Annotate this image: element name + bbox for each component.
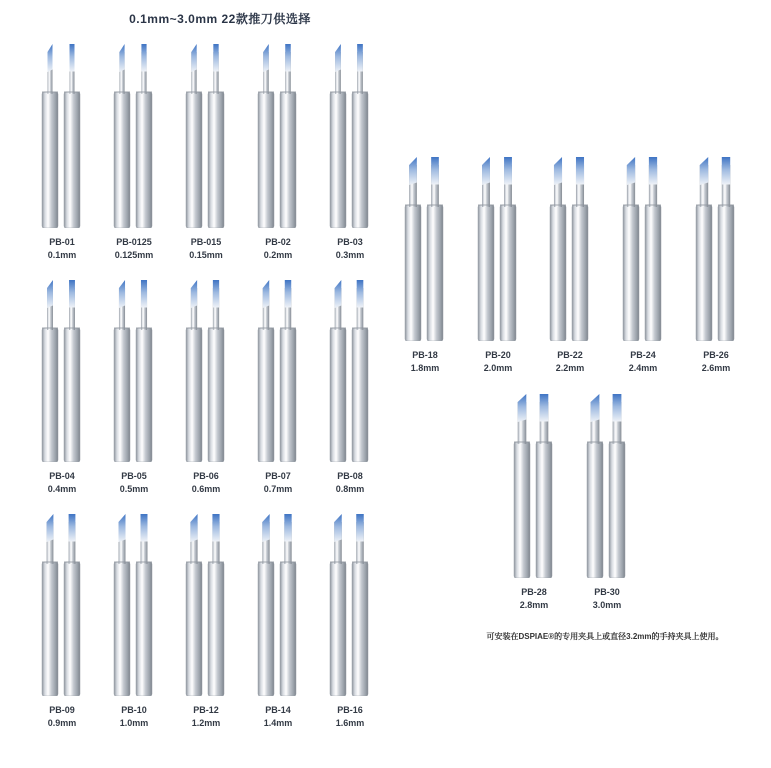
product-size: 0.15mm (189, 250, 223, 260)
push-blade-image (476, 155, 520, 341)
product-size: 0.6mm (191, 484, 221, 494)
product-size: 3.0mm (592, 600, 622, 610)
product-pb-16 (328, 512, 372, 730)
product-code: PB-30 (594, 587, 620, 597)
product-code: PB-12 (193, 705, 219, 715)
product-size: 0.3mm (335, 250, 365, 260)
push-blade-image (40, 42, 84, 228)
product-code: PB-16 (337, 705, 363, 715)
product-pb-22 (548, 155, 592, 375)
product-size: 0.1mm (47, 250, 77, 260)
push-blade-image (184, 42, 228, 228)
push-blade-image (112, 278, 156, 462)
push-blade-image (256, 512, 300, 696)
product-pb-0125 (112, 42, 156, 262)
product-pb-01 (40, 42, 84, 262)
product-code: PB-05 (121, 471, 147, 481)
push-blade-image (403, 155, 447, 341)
product-pb-28 (512, 392, 556, 612)
product-size: 1.4mm (263, 718, 293, 728)
product-pb-02 (256, 42, 300, 262)
push-blade-image (512, 392, 556, 578)
page-title: 0.1mm~3.0mm 22款推刀供选择 (129, 12, 311, 26)
product-code: PB-0125 (116, 237, 152, 247)
product-code: PB-015 (190, 237, 222, 247)
product-pb-06 (184, 278, 228, 496)
product-pb-18 (403, 155, 447, 375)
product-size: 0.4mm (47, 484, 77, 494)
product-pb-015 (184, 42, 228, 262)
product-size: 0.2mm (263, 250, 293, 260)
product-size: 2.8mm (519, 600, 549, 610)
product-code: PB-28 (521, 587, 547, 597)
product-size: 0.5mm (119, 484, 149, 494)
product-code: PB-07 (265, 471, 291, 481)
product-code: PB-03 (337, 237, 363, 247)
push-blade-image (112, 42, 156, 228)
push-blade-image (40, 278, 84, 462)
product-pb-05 (112, 278, 156, 496)
product-pb-30 (585, 392, 629, 612)
push-blade-image (328, 512, 372, 696)
push-blade-image (621, 155, 665, 341)
product-code: PB-10 (121, 705, 147, 715)
product-size: 2.6mm (701, 363, 731, 373)
product-size: 0.9mm (47, 718, 77, 728)
push-blade-image (256, 278, 300, 462)
product-pb-26 (694, 155, 738, 375)
push-blade-image (585, 392, 629, 578)
product-code: PB-26 (703, 350, 729, 360)
product-pb-04 (40, 278, 84, 496)
product-pb-08 (328, 278, 372, 496)
product-code: PB-09 (49, 705, 75, 715)
product-pb-07 (256, 278, 300, 496)
product-size: 2.2mm (555, 363, 585, 373)
push-blade-image (184, 512, 228, 696)
product-code: PB-18 (412, 350, 438, 360)
push-blade-image (112, 512, 156, 696)
product-code: PB-08 (337, 471, 363, 481)
product-size: 2.0mm (483, 363, 513, 373)
product-pb-20 (476, 155, 520, 375)
product-size: 1.0mm (119, 718, 149, 728)
product-size: 1.6mm (335, 718, 365, 728)
push-blade-image (40, 512, 84, 696)
product-pb-10 (112, 512, 156, 730)
product-code: PB-20 (485, 350, 511, 360)
product-pb-14 (256, 512, 300, 730)
product-pb-12 (184, 512, 228, 730)
product-pb-09 (40, 512, 84, 730)
product-size: 2.4mm (628, 363, 658, 373)
push-blade-image (256, 42, 300, 228)
product-pb-03 (328, 42, 372, 262)
push-blade-image (184, 278, 228, 462)
product-code: PB-02 (265, 237, 291, 247)
product-size: 0.8mm (335, 484, 365, 494)
product-size: 0.7mm (263, 484, 293, 494)
push-blade-image (548, 155, 592, 341)
usage-note: 可安装在DSPIAE®的专用夹具上或直径3.2mm的手持夹具上使用。 (486, 632, 724, 641)
product-size: 1.2mm (191, 718, 221, 728)
product-code: PB-22 (557, 350, 583, 360)
product-code: PB-14 (265, 705, 291, 715)
push-blade-image (328, 42, 372, 228)
push-blade-image (328, 278, 372, 462)
product-code: PB-24 (630, 350, 656, 360)
product-code: PB-06 (193, 471, 219, 481)
push-blade-image (694, 155, 738, 341)
product-code: PB-01 (49, 237, 75, 247)
product-code: PB-04 (49, 471, 75, 481)
product-size: 1.8mm (410, 363, 440, 373)
product-pb-24 (621, 155, 665, 375)
product-size: 0.125mm (114, 250, 154, 260)
